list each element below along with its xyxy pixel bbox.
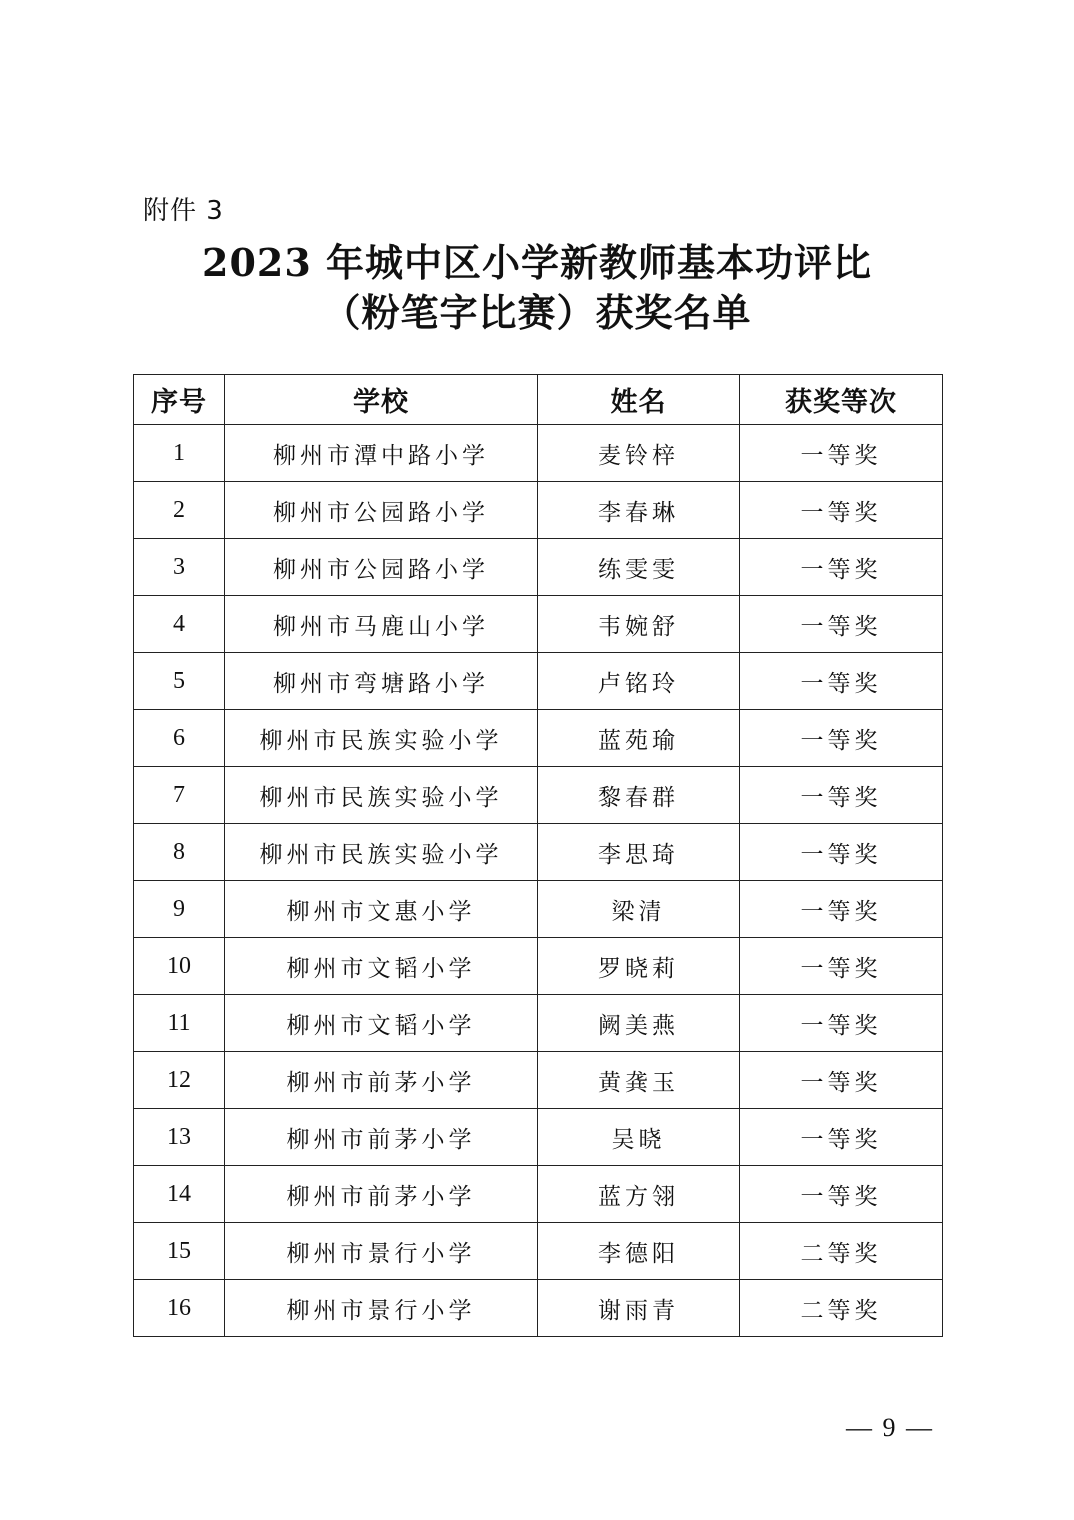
cell-name: 黎春群: [538, 767, 740, 824]
cell-school: 柳州市文韬小学: [225, 938, 538, 995]
page-number: — 9 —: [846, 1413, 934, 1442]
cell-name: 卢铭玲: [538, 653, 740, 710]
table-row: [134, 995, 943, 1052]
cell-award: 一等奖: [740, 767, 943, 824]
cell-no: 4: [134, 596, 225, 653]
cell-school: 柳州市弯塘路小学: [225, 653, 538, 710]
cell-school: 柳州市民族实验小学: [225, 767, 538, 824]
cell-name: 李德阳: [538, 1223, 740, 1280]
table-row: [134, 824, 943, 881]
cell-name: 练雯雯: [538, 539, 740, 596]
cell-award: 一等奖: [740, 653, 943, 710]
cell-award: 一等奖: [740, 539, 943, 596]
cell-name: 罗晓莉: [538, 938, 740, 995]
cell-school: 柳州市民族实验小学: [225, 824, 538, 881]
cell-school: 柳州市马鹿山小学: [225, 596, 538, 653]
cell-no: 16: [134, 1280, 225, 1337]
cell-school: 柳州市景行小学: [225, 1223, 538, 1280]
table-row: [134, 881, 943, 938]
cell-name: 蓝苑瑜: [538, 710, 740, 767]
cell-name: 黄龚玉: [538, 1052, 740, 1109]
cell-name: 梁清: [538, 881, 740, 938]
cell-school: 柳州市民族实验小学: [225, 710, 538, 767]
cell-name: 韦婉舒: [538, 596, 740, 653]
cell-school: 柳州市公园路小学: [225, 539, 538, 596]
table-body: [134, 425, 943, 1337]
cell-award: 二等奖: [740, 1223, 943, 1280]
cell-school: 柳州市文惠小学: [225, 881, 538, 938]
cell-award: 一等奖: [740, 1052, 943, 1109]
table-row: [134, 1052, 943, 1109]
cell-award: 二等奖: [740, 1280, 943, 1337]
cell-name: 蓝方翎: [538, 1166, 740, 1223]
header-award: 获奖等次: [740, 375, 943, 425]
cell-award: 一等奖: [740, 1109, 943, 1166]
cell-no: 8: [134, 824, 225, 881]
cell-award: 一等奖: [740, 1166, 943, 1223]
cell-award: 一等奖: [740, 881, 943, 938]
header-no: 序号: [134, 375, 225, 425]
cell-award: 一等奖: [740, 596, 943, 653]
cell-no: 1: [134, 425, 225, 482]
table-row: [134, 1223, 943, 1280]
table-row: [134, 482, 943, 539]
table-row: [134, 710, 943, 767]
cell-no: 14: [134, 1166, 225, 1223]
cell-school: 柳州市前茅小学: [225, 1109, 538, 1166]
cell-no: 7: [134, 767, 225, 824]
cell-school: 柳州市景行小学: [225, 1280, 538, 1337]
cell-award: 一等奖: [740, 824, 943, 881]
cell-no: 2: [134, 482, 225, 539]
cell-name: 谢雨青: [538, 1280, 740, 1337]
document-title-line-1: 2023 年城中区小学新教师基本功评比: [202, 240, 872, 285]
attachment-label: 附件 3: [143, 196, 224, 226]
table-row: [134, 1280, 943, 1337]
document-title-line-2: （粉笔字比赛）获奖名单: [322, 290, 752, 335]
cell-name: 李春琳: [538, 482, 740, 539]
cell-no: 6: [134, 710, 225, 767]
cell-name: 阙美燕: [538, 995, 740, 1052]
table-row: [134, 938, 943, 995]
header-name: 姓名: [538, 375, 740, 425]
cell-school: 柳州市前茅小学: [225, 1052, 538, 1109]
cell-no: 12: [134, 1052, 225, 1109]
table-row: [134, 1166, 943, 1223]
cell-award: 一等奖: [740, 425, 943, 482]
cell-award: 一等奖: [740, 710, 943, 767]
table-row: [134, 653, 943, 710]
table-header-row: [134, 375, 943, 425]
table-row: [134, 1109, 943, 1166]
cell-school: 柳州市公园路小学: [225, 482, 538, 539]
cell-no: 11: [134, 995, 225, 1052]
cell-award: 一等奖: [740, 938, 943, 995]
table-row: [134, 596, 943, 653]
table-row: [134, 767, 943, 824]
cell-school: 柳州市潭中路小学: [225, 425, 538, 482]
cell-no: 5: [134, 653, 225, 710]
cell-name: 吴晓: [538, 1109, 740, 1166]
cell-no: 15: [134, 1223, 225, 1280]
cell-name: 麦铃梓: [538, 425, 740, 482]
header-school: 学校: [225, 375, 538, 425]
table-row: [134, 425, 943, 482]
table-row: [134, 539, 943, 596]
cell-no: 9: [134, 881, 225, 938]
cell-school: 柳州市文韬小学: [225, 995, 538, 1052]
cell-no: 13: [134, 1109, 225, 1166]
award-table: [133, 374, 943, 1337]
cell-no: 10: [134, 938, 225, 995]
cell-no: 3: [134, 539, 225, 596]
cell-school: 柳州市前茅小学: [225, 1166, 538, 1223]
cell-award: 一等奖: [740, 482, 943, 539]
cell-award: 一等奖: [740, 995, 943, 1052]
cell-name: 李思琦: [538, 824, 740, 881]
